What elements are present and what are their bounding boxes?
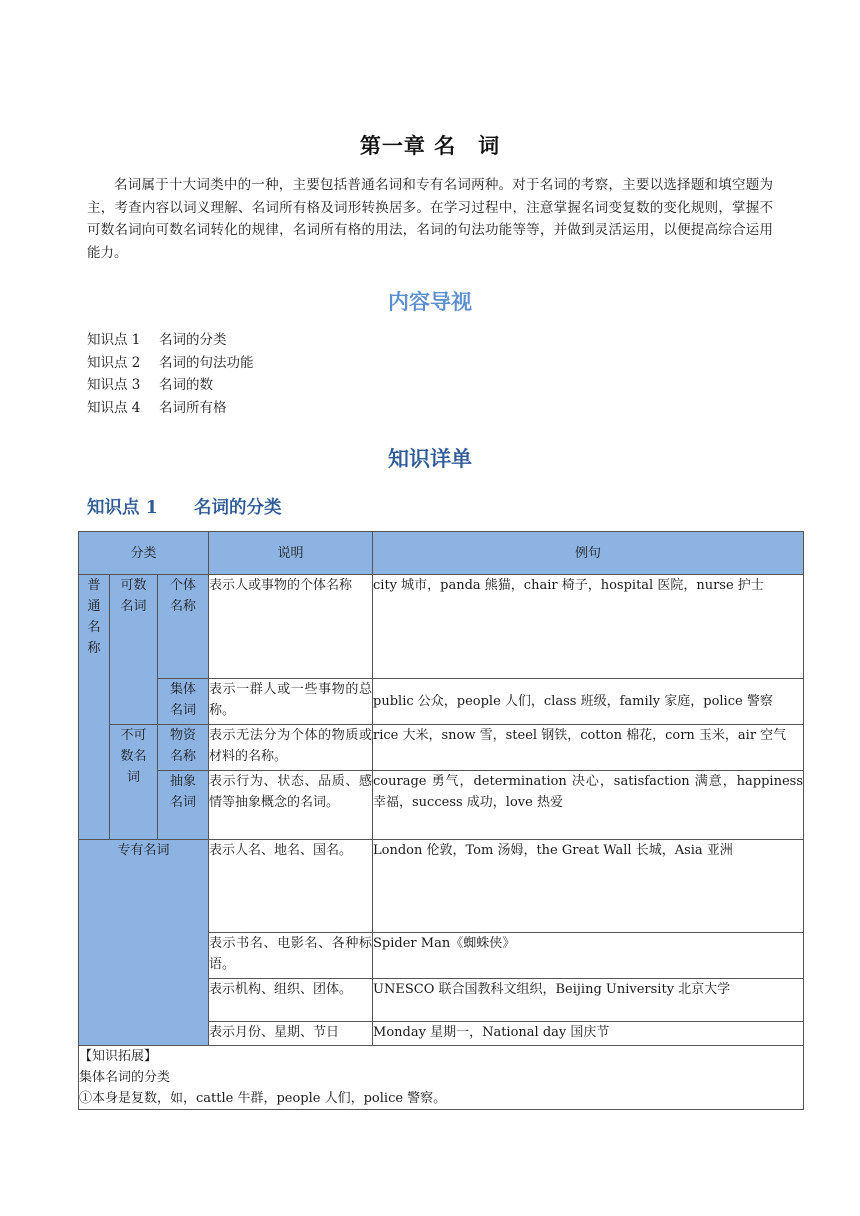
table-row [79, 679, 804, 725]
type-cell: 个体名称 [158, 575, 209, 679]
description-cell: 表示人名、地名、国名。 [209, 840, 373, 933]
description-cell: 表示月份、星期、节日 [209, 1022, 373, 1046]
description-cell: 表示人或事物的个体名称 [209, 575, 373, 679]
table-row [79, 725, 804, 771]
countable-noun-cell: 可数名词 [110, 575, 158, 725]
toc-item [87, 374, 254, 397]
knowledge-extension-cell [79, 1046, 804, 1110]
description-cell: 表示无法分为个体的物质或材料的名称。 [209, 725, 373, 771]
extension-heading: 【知识拓展】 [79, 1049, 158, 1064]
intro-paragraph: 名词属于十大词类中的一种，主要包括普通名词和专有名词两种。对于名词的考察，主要以选择题和填空题为主，考查内容以词义理解、名词所有格及词形转换居多。在学习过程中，注意掌握名词变复数的变化规则，掌握不可数名词向可数名词转化的规律，名词所有格的用法，名词的句法功能等等，并做到灵活运用，以便提高综合运用能力。 [87, 177, 773, 261]
example-cell: Spider Man《蜘蛛侠》 [373, 933, 804, 979]
toc-item [87, 329, 254, 352]
knowledge-point-number: 知识点 1 [87, 498, 158, 518]
example-cell: UNESCO 联合国教科文组织，Beijing University 北京大学 [373, 979, 804, 1022]
toc-item [87, 352, 254, 375]
toc-item-number: 知识点 4 [87, 399, 141, 416]
example-cell: public 公众，people 人们，class 班级，family 家庭，police 警察 [373, 679, 804, 725]
example-cell: London 伦敦，Tom 汤姆，the Great Wall 长城，Asia 亚洲 [373, 840, 804, 933]
knowledge-extension-row [79, 1046, 804, 1110]
toc-item-number: 知识点 2 [87, 354, 141, 371]
toc-item-label: 名词的句法功能 [159, 354, 254, 371]
toc-item-label: 名词的分类 [159, 332, 227, 348]
content-guide-title: 内容导视 [388, 289, 472, 314]
table-of-contents [87, 329, 254, 419]
chapter-title: 第一章 名 词 [359, 133, 501, 158]
header-category: 分类 [79, 532, 209, 575]
toc-item-number: 知识点 1 [87, 332, 141, 348]
toc-item-label: 名词的数 [159, 377, 213, 393]
toc-item-label: 名词所有格 [159, 399, 227, 416]
example-cell: city 城市，panda 熊猫，chair 椅子，hospital 医院，nurse 护士 [373, 575, 804, 679]
type-cell: 物资名称 [158, 725, 209, 771]
description-cell: 表示行为、状态、品质、感情等抽象概念的名词。 [209, 771, 373, 840]
extension-subheading: 集体名词的分类 [79, 1070, 171, 1085]
uncountable-noun-cell: 不可数名词 [110, 725, 158, 840]
header-example: 例句 [373, 532, 804, 575]
common-noun-cell: 普通名称 [79, 575, 110, 840]
toc-item-number: 知识点 3 [87, 377, 141, 393]
proper-noun-cell: 专有名词 [79, 840, 209, 1046]
knowledge-point-title: 名词的分类 [194, 498, 282, 518]
header-description: 说明 [209, 532, 373, 575]
table-header-row [79, 532, 804, 575]
description-cell: 表示书名、电影名、各种标语。 [209, 933, 373, 979]
extension-item: ①本身是复数，如，cattle 牛群，people 人们，police 警察。 [79, 1091, 447, 1106]
toc-item [87, 397, 254, 420]
example-cell: rice 大米，snow 雪，steel 钢铁，cotton 棉花，corn 玉米，air 空气 [373, 725, 804, 771]
table-row [79, 771, 804, 840]
example-cell: courage 勇气，determination 决心，satisfaction 满意，happiness 幸福，success 成功，love 热爱 [373, 771, 804, 840]
example-cell: Monday 星期一，National day 国庆节 [373, 1022, 804, 1046]
noun-classification-table [78, 531, 804, 1110]
knowledge-detail-title: 知识详单 [388, 446, 472, 471]
table-row [79, 840, 804, 933]
table-row [79, 575, 804, 679]
type-cell: 抽象名词 [158, 771, 209, 840]
description-cell: 表示一群人或一些事物的总称。 [209, 679, 373, 725]
description-cell: 表示机构、组织、团体。 [209, 979, 373, 1022]
type-cell: 集体名词 [158, 679, 209, 725]
knowledge-point-heading [87, 494, 282, 519]
